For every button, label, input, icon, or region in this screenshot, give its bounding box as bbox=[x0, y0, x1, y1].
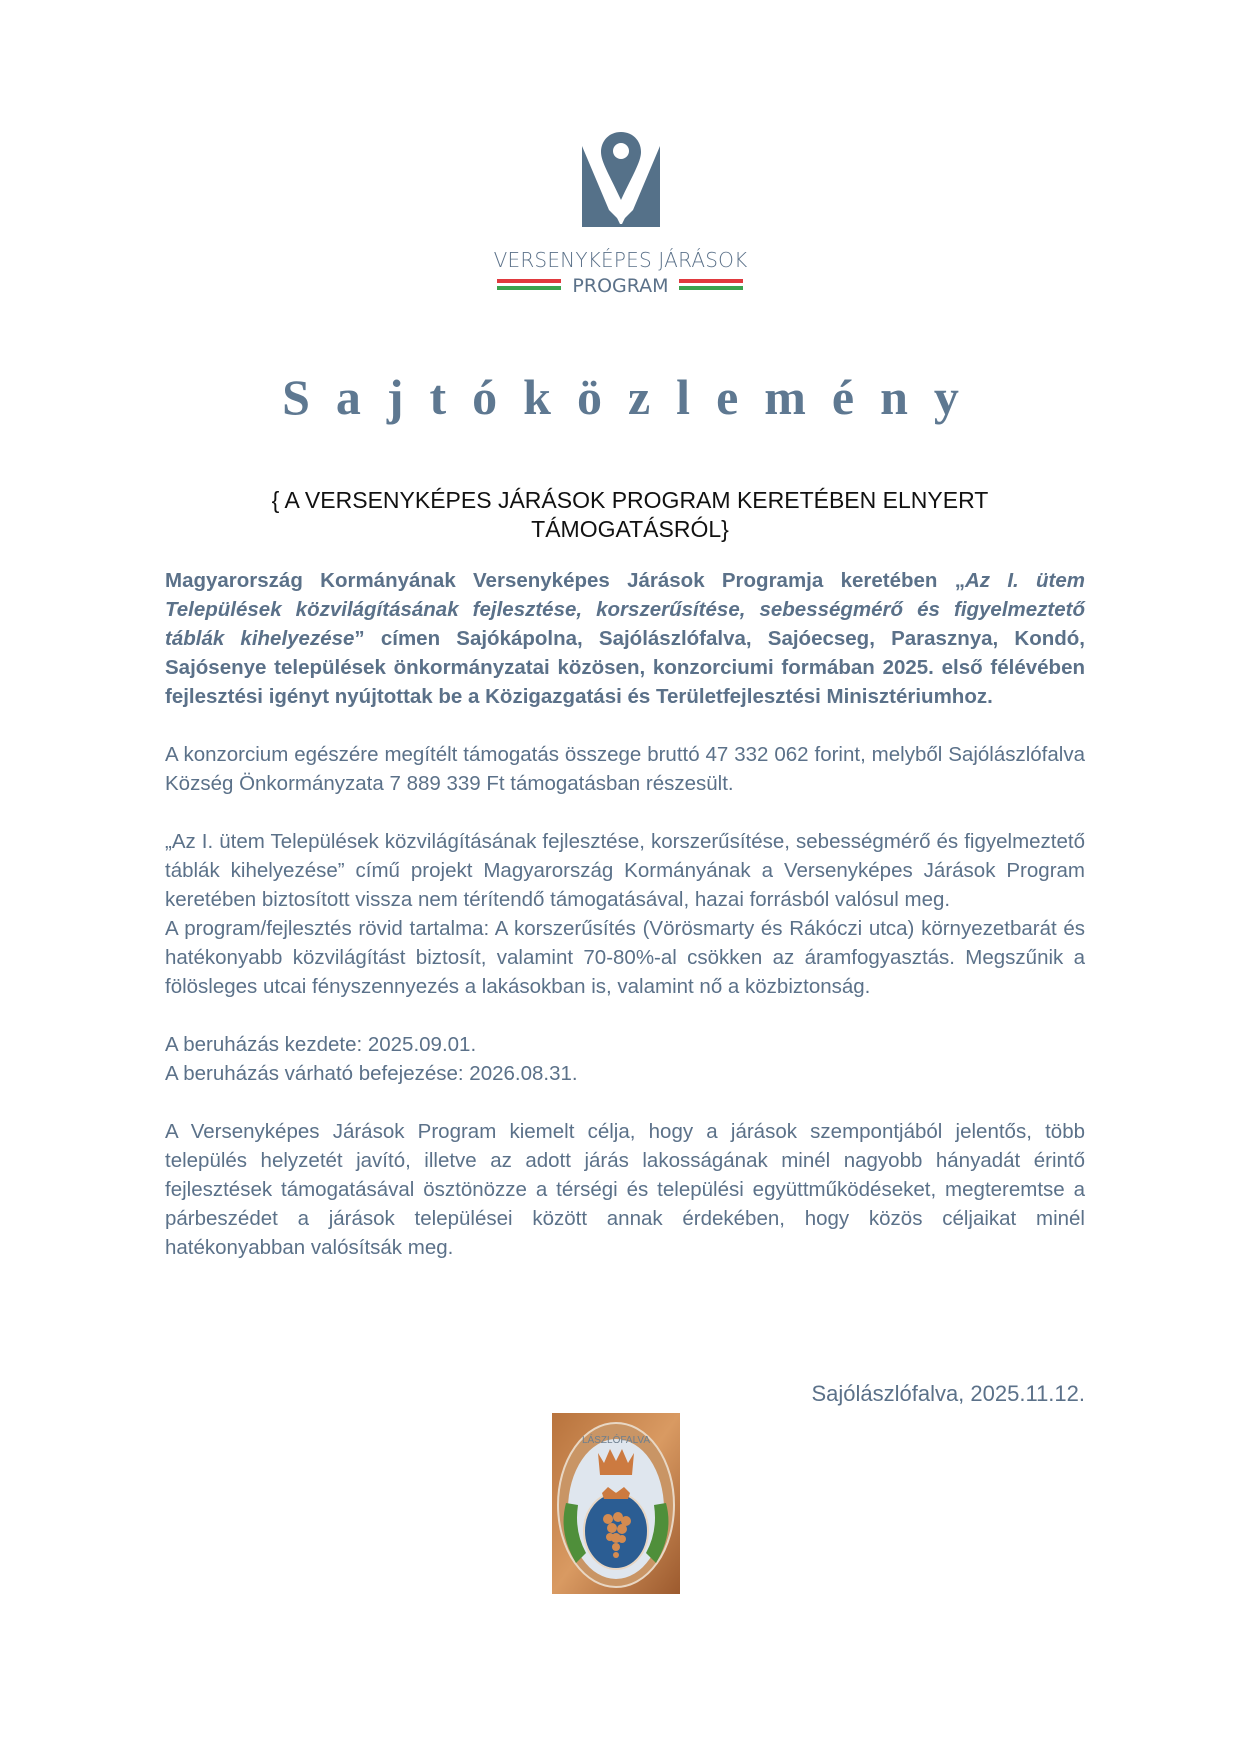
place-and-date: Sajólászlófalva, 2025.11.12. bbox=[811, 1381, 1085, 1406]
subtitle-line-1: { A VERSENYKÉPES JÁRÁSOK PROGRAM KERETÉBEN ELNYERT bbox=[271, 487, 989, 513]
start-date: A beruházás kezdete: 2025.09.01. bbox=[165, 1033, 477, 1056]
document-subtitle bbox=[230, 486, 1030, 544]
intro-project-title: Az I. ütem Települések közvilágításának fejlesztése, korszerűsítése, sebességmérő és figyelmeztető táblák kihelyezése bbox=[165, 569, 1085, 650]
map-pin-v-icon bbox=[582, 132, 660, 227]
document-title: Sajtóközlemény bbox=[282, 369, 985, 425]
project-description-paragraph: „Az I. ütem Települések közvilágításának fejlesztése, korszerűsítése, sebességmérő és figyelmeztető táblák kihelyezése” című projekt Magyarország Kormányának a Versenyképes Járások Program keretében biztosított vissza nem térítendő támogatásával, hazai forrásból valósul meg. bbox=[165, 830, 1085, 911]
logo-text-line2: PROGRAM bbox=[572, 275, 669, 297]
municipal-coat-of-arms-icon bbox=[552, 1413, 680, 1594]
subtitle-line-2: TÁMOGATÁSRÓL} bbox=[531, 516, 729, 542]
program-content-paragraph: A program/fejlesztés rövid tartalma: A korszerűsítés (Vörösmarty és Rákóczi utca) környezetbarát és hatékonyabb közvilágítást biztosít, valamint 70-80%-al csökken az áramfogyasztás. Megszűnik a fölösleges utcai fényszennyezés a lakásokban is, valamint nő a közbiztonság. bbox=[165, 917, 1085, 998]
intro-part-2: ” címen Sajókápolna, Sajólászlófalva, Sajóecseg, Parasznya, Kondó, Sajósenye települések önkormányzatai közösen, konzorciumi formában 2025. első félévében fejlesztési igényt nyújtottak be a Közigazgatási és Területfejlesztési Minisztériumhoz. bbox=[165, 627, 1085, 708]
document-body bbox=[165, 566, 1085, 1291]
funding-paragraph: A konzorcium egészére megítélt támogatás összege bruttó 47 332 062 forint, melyből Sajólászlófalva Község Önkormányzata 7 889 339 Ft támogatásban részesült. bbox=[165, 743, 1085, 795]
goal-paragraph: A Versenyképes Járások Program kiemelt célja, hogy a járások szempontjából jelentős, több település helyzetét javító, illetve az adott járás lakosságának minél nagyobb hányadát érintő fejlesztések támogatásával ösztönözze a térségi és települési együttműködéseket, megteremtse a párbeszédet a járások települései között annak érdekében, hogy közös céljaikat minél hatékonyabban valósítsák meg. bbox=[165, 1120, 1085, 1259]
logo-text-line1: VERSENYKÉPES JÁRÁSOK bbox=[493, 248, 748, 272]
end-date: A beruházás várható befejezése: 2026.08.31. bbox=[165, 1062, 578, 1085]
hungarian-flag-stripes-right bbox=[679, 279, 743, 293]
crest-inscription: LÁSZLÓFALVA bbox=[582, 1435, 650, 1446]
intro-part-1: Magyarország Kormányának Versenyképes Járások Programja keretében „ bbox=[165, 569, 965, 592]
intro-paragraph bbox=[165, 566, 1085, 711]
